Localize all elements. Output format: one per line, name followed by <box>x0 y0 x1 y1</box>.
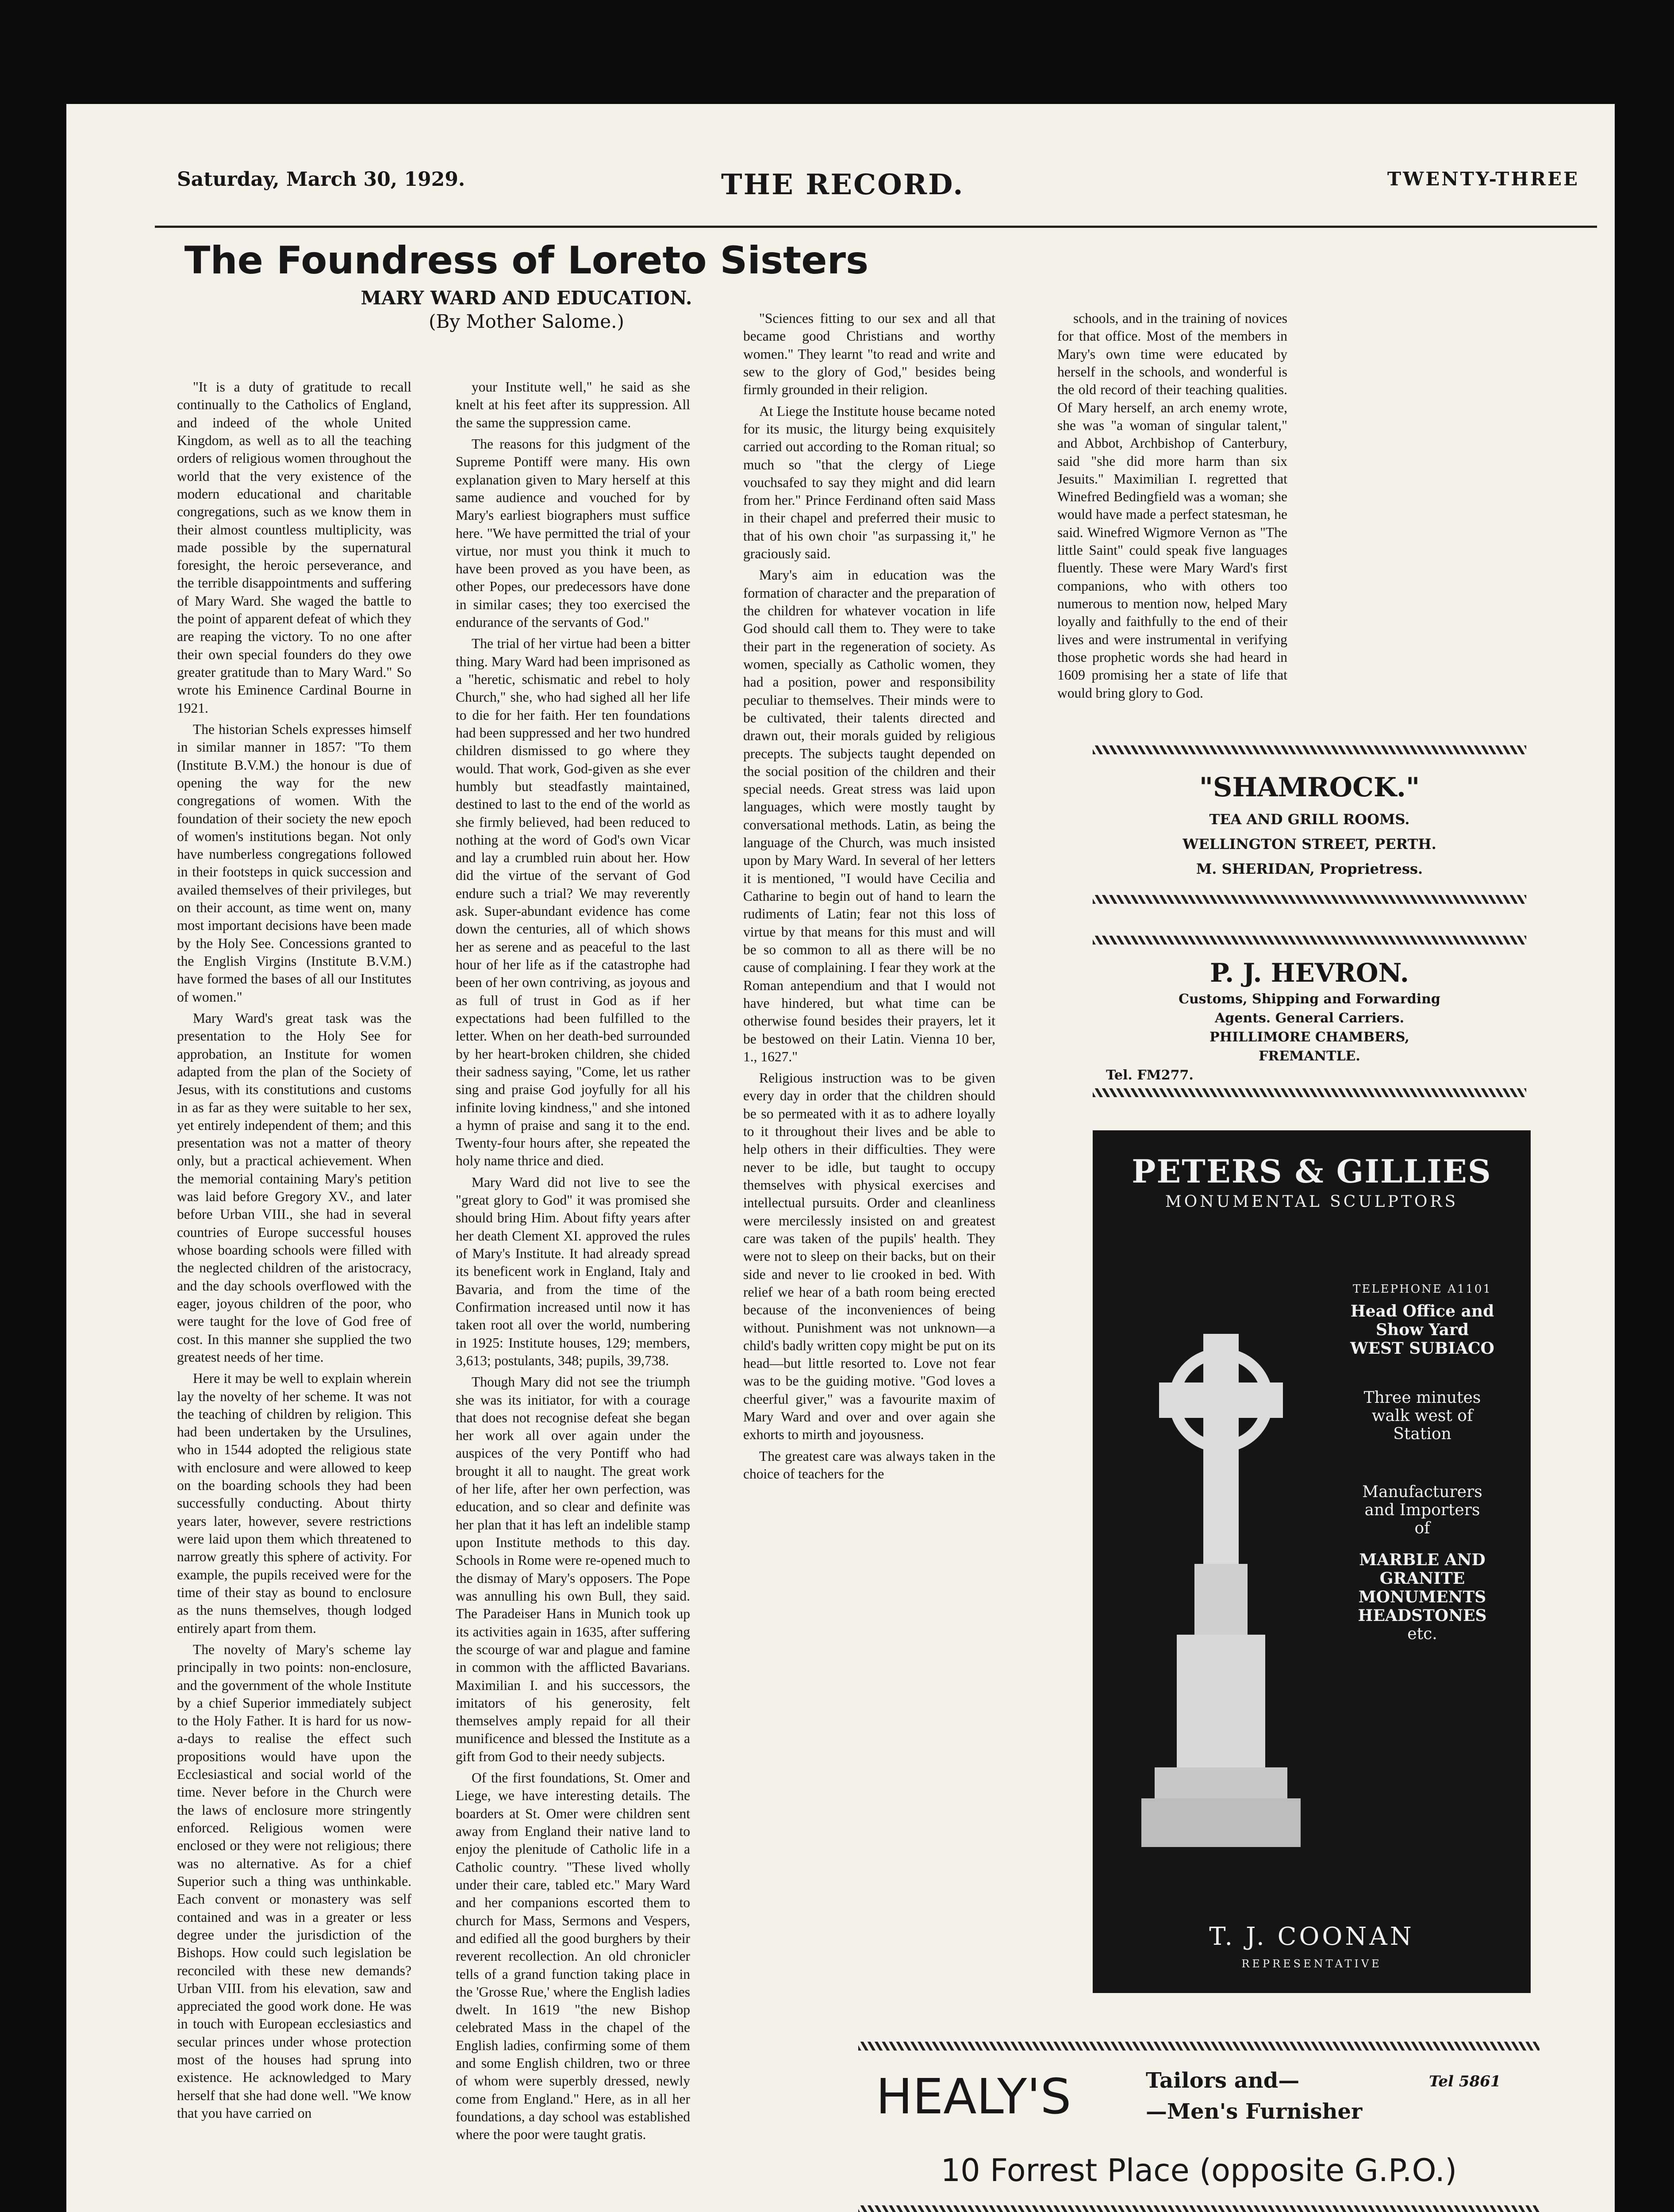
zigzag-border <box>1093 895 1526 904</box>
article-paragraph: The trial of her virtue had been a bitter thing. Mary Ward had been imprisoned as a "heretic, schismatic and rebel to holy Church," she, who had sighed all her life to die for her faith. Her ten foundations had been suppressed and her two hundred children dismissed to go where they would. That work, God-given as she ever humbly but steadfastly maintained, destined to last to the end of the world as she firmly believed, had been reduced to nothing at the word of God's own Vicar and lay a crumbled ruin about her. How did the virtue of the servant of God endure such a trial? We may reverently ask. Super-abundant evidence has come down the centuries, all of which shows her as serene and as peaceful to the last hour of her life as if the catastrophe had been of her own contriving, as joyous and as full of trust in God as if her expectations had been fulfilled to the letter. When on her death-bed surrounded by her heart-broken children, she chided their sadness saying, "Come, let us rather sing and praise God joyfully for all his infinite loving kindness," and she intoned a hymn of praise and sang it to the end. Twenty-four hours after, she repeated the holy name thrice and died. <box>456 636 690 1169</box>
celtic-cross-icon <box>1128 1316 1314 1891</box>
advert-line: WEST SUBIACO <box>1350 1339 1494 1358</box>
advert-line: Tailors and— <box>1146 2068 1300 2093</box>
zigzag-border <box>858 2205 1540 2212</box>
peters-details <box>1323 1276 1522 1643</box>
advert-line: Agents. General Carriers. <box>1214 1010 1405 1026</box>
advert-line: walk west of <box>1371 1407 1473 1425</box>
zigzag-border <box>1093 936 1526 945</box>
advert-representative-label: REPRESENTATIVE <box>1241 1958 1382 1970</box>
article-paragraph: The greatest care was always taken in the choice of teachers for the <box>743 1448 995 1482</box>
advert-phone: TELEPHONE A1101 <box>1353 1283 1492 1296</box>
article-byline: (By Mother Salome.) <box>429 310 624 332</box>
advert-name: P. J. HEVRON. <box>1210 958 1409 988</box>
advert-name: PETERS & GILLIES <box>1132 1152 1492 1190</box>
zigzag-border <box>858 2042 1540 2051</box>
article-paragraph: Here it may be well to explain wherein lay the novelty of her scheme. It was not the teaching of children by religion. This had been undertaken by the Ursulines, who in 1544 adopted the religious state with enclosure and were allowed to keep on the boarding schools they had been successfully conducting. About thirty years later, however, severe restrictions were laid upon them which threatened to narrow greatly this sphere of activity. For example, the pupils received were for the time of their stay as bound to enclosure as the nuns themselves, though lodged entirely apart from them. <box>177 1371 411 1636</box>
article-paragraph: The reasons for this judgment of the Supreme Pontiff were many. His own explanation given to Mary herself at this same audience and vouched for by Mary's earliest biographers must suffice here. "We have permitted the trial of your virtue, nor must you think it much to have been proved as you have been, as other Popes, our predecessors have done in similar cases; they too exercised the endurance of the servants of God." <box>456 436 690 630</box>
advert-tel: Tel. FM277. <box>1106 1068 1194 1083</box>
article-paragraph: Though Mary did not see the triumph she was its initiator, for with a courage that does not recognise defeat she began her work all over again under the auspices of the very Pontiff who had brought it all to naught. The great work of her life, after her own perfection, was education, and so clear and definite was her plan that it has left an indelible stamp upon Institute methods to this day. Schools in Rome were re-opened much to the dismay of Mary's opposers. The Pope was annulling his own Bull, they said. The Paradeiser Hans in Munich took up its activities again in 1635, after suffering the scourge of war and plague and famine in common with the afflicted Bavarians. Maximilian I. and his successors, the imitators of his generosity, felt themselves amply repaid for all their munificence and blessed the Institute as a gift from God to their needy subjects. <box>456 1374 690 1764</box>
advert-line: Three minutes <box>1363 1389 1481 1407</box>
article-title: The Foundress of Loreto Sisters <box>184 238 869 283</box>
advert-line: HEADSTONES <box>1358 1606 1487 1625</box>
advert-name: "SHAMROCK." <box>1199 772 1420 803</box>
masthead-rule <box>155 226 1597 228</box>
advert-name: HEALY'S <box>876 2068 1071 2125</box>
advert-line: and Importers <box>1364 1501 1480 1519</box>
advert-line: FREMANTLE. <box>1259 1048 1360 1064</box>
advert-line: Manufacturers <box>1362 1483 1482 1501</box>
article-paragraph: Mary Ward did not live to see the "great glory to God" it was promised she should bring Him. About fifty years after her death Clement XI. approved the rules of Mary's Institute. It had already spread its beneficent work in England, Italy and Bavaria, and from the time of the Confirmation increased until now it has taken root all over the world, numbering in 1925: Institute houses, 129; members, 3,613; postulants, 348; pupils, 39,738. <box>456 1174 690 1368</box>
peters-gillies-advert <box>1093 1130 1531 1993</box>
article-paragraph: "Sciences fitting to our sex and all that became good Christians and worthy women." They learnt "to read and write and sew to the glory of God," besides being firmly grounded in their religion. <box>743 311 995 398</box>
advert-line: —Men's Furnisher <box>1146 2099 1363 2124</box>
article-paragraph: Religious instruction was to be given every day in order that the children should be so permeated with it as to adhere loyally to it throughout their lives and be able to help others in their difficulties. They were never to be idle, but taught to occupy themselves with physical exercises and intellectual pursuits. Order and cleanliness were mercilessly insisted on and greatest care was taken of the pupils' health. They were not to sleep on their backs, but on their side and never to lie crooked in bed. With relief we hear of a bath room being erected because of the inconveniences of being without. Punishment was not unknown—a child's badly written copy might be put on its head—but little resorted to. Love not fear was to be the guiding motive. "God loves a cheerful giver," was a favourite maxim of Mary Ward and over and over again she exhorts to mirth and joyousness. <box>743 1070 995 1443</box>
masthead-page-number: TWENTY-THREE <box>1387 168 1579 190</box>
shamrock-advert <box>1093 745 1526 909</box>
article-paragraph: schools, and in the training of novices for that office. Most of the members in Mary's own time were educated by herself in the schools, and wonderful is the old record of their teaching qualities. Of Mary herself, an arch enemy wrote, she was "a woman of singular talent," and Abbot, Archbishop of Canterbury, said "she did more harm than six Jesuits." Maximilian I. regretted that Winefred Bedingfield was a woman; she would have made a perfect statesman, he said. Winefred Wigmore Vernon as "The little Saint" could speak five languages fluently. These were Mary Ward's first companions, who with others too numerous to mention now, helped Mary loyally and faithfully to the end of their lives and were instrumental in verifying those prophetic words she had heard in 1609 promising her a state of life that would bring glory to God. <box>1057 311 1287 701</box>
advert-line: WELLINGTON STREET, PERTH. <box>1183 836 1436 853</box>
advert-address: 10 Forrest Place (opposite G.P.O.) <box>941 2152 1457 2189</box>
advert-line: MARBLE AND <box>1359 1551 1486 1569</box>
advert-tel: Tel 5861 <box>1429 2073 1501 2090</box>
advert-representative-name: T. J. COONAN <box>1209 1922 1414 1951</box>
advert-line: GRANITE <box>1379 1569 1465 1588</box>
advert-line: Show Yard <box>1375 1321 1469 1339</box>
newspaper-page <box>66 104 1615 2212</box>
advert-line: etc. <box>1407 1625 1437 1643</box>
article-paragraph: your Institute well," he said as she knelt at his feet after its suppression. All the same the suppression came. <box>456 379 690 430</box>
article-column-1 <box>177 378 411 2212</box>
article-column-4 <box>1057 310 1287 730</box>
hevron-advert <box>1093 936 1526 1113</box>
masthead-date: Saturday, March 30, 1929. <box>177 168 465 191</box>
article-paragraph: Mary Ward's great task was the presentation to the Holy See for approbation, an Institute for women adapted from the plan of the Society of Jesus, with its constitutions and customs in as far as they were suitable to her sex, yet entirely independent of them; and this presentation was not a matter of theory only, but a practical achievement. When the memorial containing Mary's petition was laid before Gregory XV., and later before Urban VIII., she had in several countries of Europe successful houses whose boarding schools were filled with the neglected children of the aristocracy, and the day schools overflowed with the eager, joyous children of the poor, who were taught for the love of God free of cost. In this manner she supplied the two greatest needs of her time. <box>177 1010 411 1365</box>
advert-subtitle: MONUMENTAL SCULPTORS <box>1165 1193 1459 1211</box>
advert-line: M. SHERIDAN, Proprietress. <box>1196 860 1423 877</box>
article-paragraph: "It is a duty of gratitude to recall continually to the Catholics of England, and indeed of the whole United Kingdom, as well as to all the teaching orders of religious women throughout the world that the very existence of the modern educational and charitable congregations, such as we know them in their almost countless multiplicity, was made possible by the supernatural foresight, the heroic perseverance, and the terrible disappointments and suffering of Mary Ward. She waged the battle to the point of apparent defeat of which they are reaping the victory. To no one after their own special founders do they owe greater gratitude than to Mary Ward." So wrote his Eminence Cardinal Bourne in 1921. <box>177 379 411 716</box>
advert-line: PHILLIMORE CHAMBERS, <box>1209 1029 1409 1045</box>
article-paragraph: The historian Schels expresses himself in similar manner in 1857: "To them (Institute B.V.M.) the honour is due of opening the way for the new congregations of women. With the foundation of their society the new epoch of women's institutions began. Not only have numberless congregations followed in their footsteps in quick succession and availed themselves of their privileges, but on their account, as time went on, many most important decisions have been made by the Holy See. Concessions granted to the English Virgins (Institute B.V.M.) have formed the bases of all our Institutes of women." <box>177 721 411 1005</box>
article-subtitle: MARY WARD AND EDUCATION. <box>361 287 692 309</box>
zigzag-border <box>1093 1088 1526 1097</box>
masthead-title: THE RECORD. <box>721 168 964 201</box>
advert-line: Station <box>1393 1425 1451 1443</box>
article-column-2 <box>456 378 690 2212</box>
healys-advert <box>858 2042 1540 2212</box>
advert-line: TEA AND GRILL ROOMS. <box>1209 811 1410 828</box>
article-column-3 <box>743 310 995 1593</box>
article-paragraph: Of the first foundations, St. Omer and Liege, we have interesting details. The boarders at St. Omer were children sent away from England their native land to enjoy the plenitude of Catholic life in a Catholic country. "These lived wholly under their care, tabled etc." Mary Ward and her companions escorted them to church for Mass, Sermons and Vespers, and edified all the good burghers by their reverent recollection. An old chronicler tells of a grand function taking place in the 'Grosse Rue,' where the English ladies dwelt. In 1619 "the new Bishop celebrated Mass in the chapel of the English ladies, confirming some of them and some English children, two or three of whom were superbly dressed, newly come from England." Here, as in all her foundations, a day school was established where the poor were taught gratis. <box>456 1770 690 2143</box>
article-paragraph: At Liege the Institute house became noted for its music, the liturgy being exquisitely carried out according to the Roman ritual; so much so "that the clergy of Liege vouchsafed to say they might and did learn from her." Prince Ferdinand often said Mass in their chapel and preferred their music to that of his own choir "as surpassing it," he graciously said. <box>743 403 995 562</box>
advert-line: Head Office and <box>1350 1302 1494 1321</box>
zigzag-border <box>1093 745 1526 754</box>
advert-line: of <box>1414 1519 1430 1537</box>
advert-line: Customs, Shipping and Forwarding <box>1179 991 1440 1007</box>
masthead <box>66 168 1615 217</box>
advert-line: MONUMENTS <box>1358 1588 1486 1606</box>
article-paragraph: The novelty of Mary's scheme lay principally in two points: non-enclosure, and the government of the whole Institute by a chief Superior immediately subject to the Holy Father. It is hard for us now-a-days to realise the effect such propositions would have upon the Ecclesiastical and social world of the time. Never before in the Church were the laws of enclosure more stringently enforced. Religious women were enclosed or they were not religious; there was no alternative. As for a chief Superior such a thing was unthinkable. Each convent or monastery was self contained and was in a greater or less degree under the jurisdiction of the Bishops. How could such legislation be reconciled with these new demands? Urban VIII. from his elevation, saw and appreciated the good work done. He was in touch with European ecclesiastics and secular princes under whose protection most of the houses had sprung into existence. He acknowledged to Mary herself that she had done well. "We know that you have carried on <box>177 1641 411 2121</box>
article-paragraph: Mary's aim in education was the formation of character and the preparation of the children for whatever vocation in life God should call them to. They were to take their part in the regeneration of society. As women, specially as Catholic women, they had a position, power and responsibility peculiar to themselves. Their minds were to be cultivated, their talents directed and drawn out, their morals guided by religious precepts. The subjects taught depended on the social position of the children and their special needs. Great stress was laid upon languages, which were mostly taught by conversational methods. Latin, as being the language of the Church, was much insisted upon by Mary Ward. In several of her letters it is mentioned, "I would have Cecilia and Catharine to begin out of hand to learn the rudiments of Latin; fear not this loss of virtue by that means for this must and will be so common to all as there will be no cause of complaining. I fear they work at the Roman antependium and that I would not have hindered, but what time can be otherwise found besides their prayers, let it be bestowed on their Latin. Vienna 10 ber, 1., 1627." <box>743 567 995 1064</box>
